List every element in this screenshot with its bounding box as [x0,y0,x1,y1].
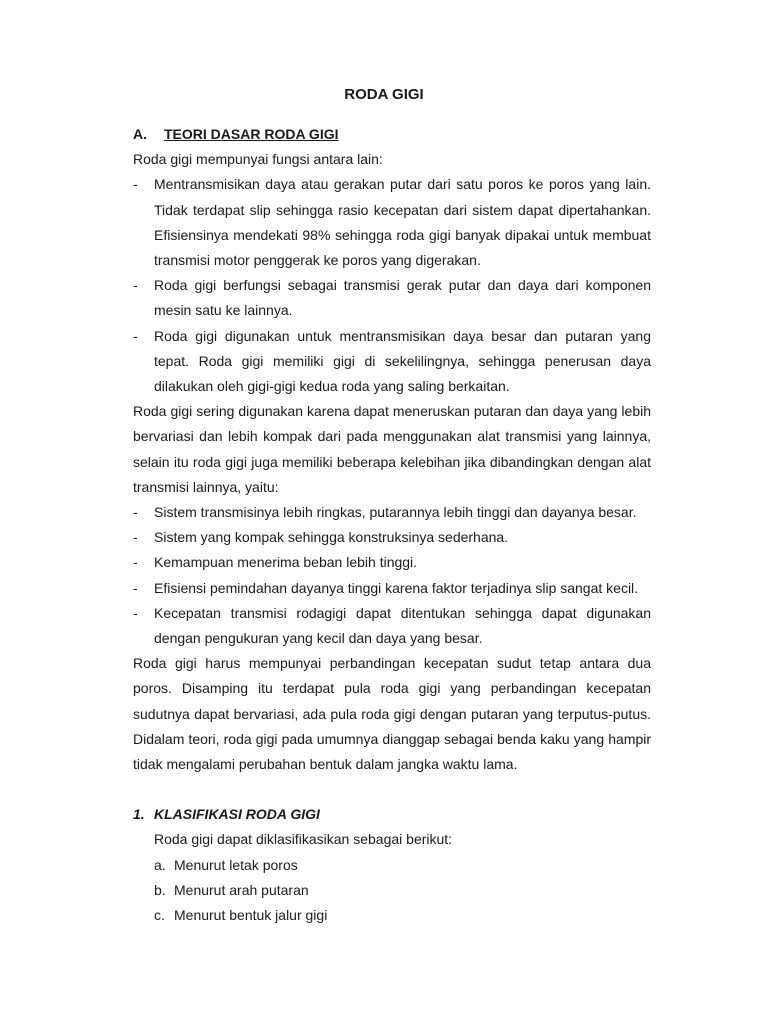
list-item [133,601,651,651]
dash-bullet: - [133,176,138,193]
list-item [133,525,651,550]
list-item-text: Roda gigi digunakan untuk mentransmisikan daya besar dan putaran yang tepat. Roda gigi memiliki gigi di sekelilingnya, sehingga penerusan daya dilakukan oleh gigi-gigi kedua roda yang saling berkaitan. [154,327,651,395]
list-item [154,878,651,903]
dash-bullet: - [133,579,138,596]
list-item-letter: a. [154,856,166,873]
list-item-text: Sistem transmisinya lebih ringkas, putarannya lebih tinggi dan dayanya besar. [154,504,637,521]
document-title: RODA GIGI [344,86,424,103]
functions-list [133,172,651,399]
subsection-1-heading [133,802,651,827]
advantages-paragraph: Roda gigi sering digunakan karena dapat meneruskan putaran dan daya yang lebih bervariasi dan lebih kompak dari pada menggunakan alat transmisi yang lainnya, selain itu roda gigi juga memiliki beberapa kelebihan jika dibandingkan dengan alat transmisi lainnya, yaitu: [133,403,651,495]
document-body [133,122,651,928]
list-item-text: Sistem yang kompak sehingga konstruksinya sederhana. [154,529,509,546]
list-item [133,576,651,601]
section-a-number: A. [133,126,147,142]
closing-paragraph: Roda gigi harus mempunyai perbandingan kecepatan sudut tetap antara dua poros. Disamping itu terdapat pula roda gigi yang perbandingan kecepatan sudutnya dapat bervariasi, ada pula roda gigi dengan putaran yang terputus-putus. Didalam teori, roda gigi pada umumnya dianggap sebagai benda kaku yang hampir tidak mengalami perubahan bentuk dalam jangka waktu lama. [133,655,651,773]
classification-list [154,853,651,929]
list-item [133,550,651,575]
list-item-text: Kecepatan transmisi rodagigi dapat ditentukan sehingga dapat digunakan dengan pengukuran yang kecil dan daya yang besar. [154,604,651,647]
list-item [133,273,651,323]
dash-bullet: - [133,604,138,621]
list-item-text: Mentransmisikan daya atau gerakan putar dari satu poros ke poros yang lain. Tidak terdapat slip sehingga rasio kecepatan dari sistem dapat dipertahankan. Efisiensinya mendekati 98% sehingga roda gigi banyak dipakai untuk membuat transmisi motor penggerak ke poros yang digerakan. [154,176,651,269]
list-item-text: Efisiensi pemindahan dayanya tinggi karena faktor terjadinya slip sangat kecil. [154,579,639,596]
list-item [133,324,651,400]
classification-intro: Roda gigi dapat diklasifikasikan sebagai berikut: [154,831,453,848]
list-item [133,500,651,525]
subsection-1-number: 1. [133,806,145,823]
list-item-text: Kemampuan menerima beban lebih tinggi. [154,554,418,571]
list-item-letter: b. [154,881,166,898]
list-item [133,172,651,273]
list-item-text: Menurut letak poros [174,856,298,873]
section-spacer [133,777,651,802]
list-item [154,903,651,928]
list-item-text: Menurut arah putaran [174,881,309,898]
list-item-letter: c. [154,907,165,924]
dash-bullet: - [133,277,138,294]
list-item [154,853,651,878]
section-a-title: TEORI DASAR RODA GIGI [164,126,339,142]
functions-intro: Roda gigi mempunyai fungsi antara lain: [133,151,383,168]
subsection-1-body [133,827,651,928]
subsection-1-title: KLASIFIKASI RODA GIGI [154,806,320,823]
list-item-text: Roda gigi berfungsi sebagai transmisi gerak putar dan daya dari komponen mesin satu ke lainnya. [154,277,651,319]
dash-bullet: - [133,504,138,521]
section-a-heading [133,122,651,147]
dash-bullet: - [133,327,138,344]
advantages-list [133,500,651,651]
dash-bullet: - [133,529,138,546]
dash-bullet: - [133,554,138,571]
list-item-text: Menurut bentuk jalur gigi [174,907,328,924]
